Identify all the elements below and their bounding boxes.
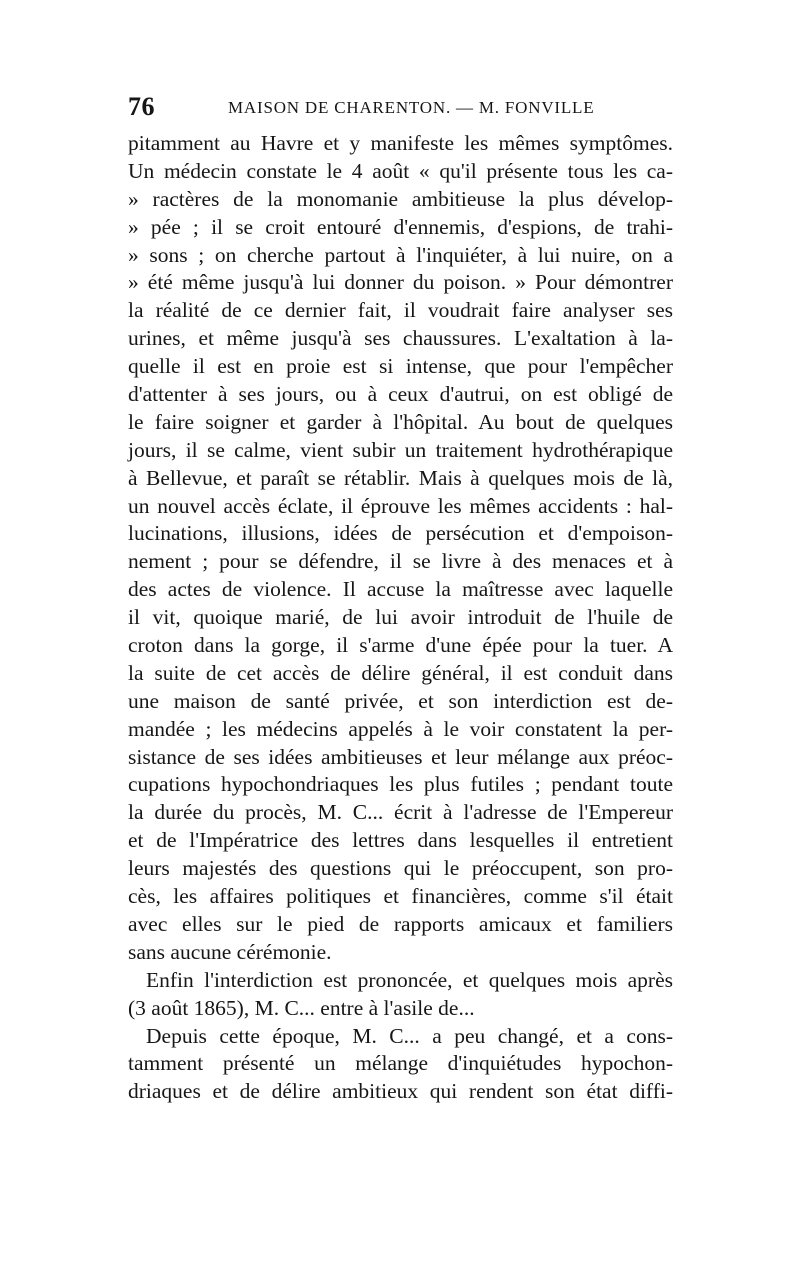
text-line: Un médecin constate le 4 août « qu'il présente tous les ca- (128, 158, 673, 183)
text-line: Enfin l'interdiction est prononcée, et quelques mois après (146, 967, 673, 992)
body-text (128, 130, 673, 1106)
text-line: » sons ; on cherche partout à l'inquiéter, à lui nuire, on a (128, 242, 673, 267)
text-line: nement ; pour se défendre, il se livre à des menaces et à (128, 549, 673, 574)
text-line: (3 août 1865), M. C... entre à l'asile de... (128, 995, 475, 1020)
text-line: et de l'Impératrice des lettres dans lesquelles il entretient (128, 828, 673, 853)
text-line: driaques et de délire ambitieux qui rendent son état diffi- (128, 1079, 673, 1104)
text-line: un nouvel accès éclate, il éprouve les mêmes accidents : hal- (128, 493, 673, 518)
text-line: des actes de violence. Il accuse la maîtresse avec laquelle (128, 577, 673, 602)
page-header (128, 92, 683, 126)
text-line: pitamment au Havre et y manifeste les mêmes symptômes. (128, 131, 673, 155)
text-line: leurs majestés des questions qui le préoccupent, son pro- (128, 856, 673, 881)
text-line: cupations hypochondriaques les plus futiles ; pendant toute (128, 772, 673, 797)
text-line: » été même jusqu'à lui donner du poison. » Pour démontrer (128, 270, 673, 295)
text-line: d'attenter à ses jours, ou à ceux d'autrui, on est obligé de (128, 382, 673, 407)
text-line: à Bellevue, et paraît se rétablir. Mais à quelques mois de là, (128, 465, 673, 490)
text-line: tamment présenté un mélange d'inquiétudes hypochon- (128, 1051, 673, 1076)
text-line: urines, et même jusqu'à ses chaussures. L'exaltation à la- (128, 326, 673, 351)
text-line: » ractères de la monomanie ambitieuse la plus dévelop- (128, 186, 673, 211)
text-line: la durée du procès, M. C... écrit à l'adresse de l'Empereur (128, 800, 673, 825)
text-line: Depuis cette époque, M. C... a peu changé, et a cons- (146, 1023, 673, 1048)
text-line: » pée ; il se croit entouré d'ennemis, d'espions, de trahi- (128, 214, 673, 239)
text-line: lucinations, illusions, idées de persécution et d'empoison- (128, 521, 673, 546)
text-line: avec elles sur le pied de rapports amicaux et familiers (128, 911, 673, 936)
running-head: MAISON DE CHARENTON. — M. FONVILLE (228, 98, 595, 117)
text-line: la réalité de ce dernier fait, il voudrait faire analyser ses (128, 298, 673, 323)
text-line: croton dans la gorge, il s'arme d'une épée pour la tuer. A (128, 633, 673, 658)
page-number: 76 (128, 92, 155, 121)
text-line: jours, il se calme, vient subir un traitement hydrothérapique (128, 437, 673, 462)
text-line: la suite de cet accès de délire général, il est conduit dans (128, 660, 673, 685)
text-line: quelle il est en proie est si intense, que pour l'empêcher (128, 354, 673, 379)
text-line: mandée ; les médecins appelés à le voir constatent la per- (128, 716, 673, 741)
text-line: sistance de ses idées ambitieuses et leur mélange aux préoc- (128, 744, 673, 769)
text-line: le faire soigner et garder à l'hôpital. Au bout de quelques (128, 409, 673, 434)
text-line: une maison de santé privée, et son interdiction est de- (128, 688, 673, 713)
text-line: sans aucune cérémonie. (128, 939, 332, 964)
text-line: il vit, quoique marié, de lui avoir introduit de l'huile de (128, 605, 673, 630)
text-line: cès, les affaires politiques et financières, comme s'il était (128, 884, 673, 909)
